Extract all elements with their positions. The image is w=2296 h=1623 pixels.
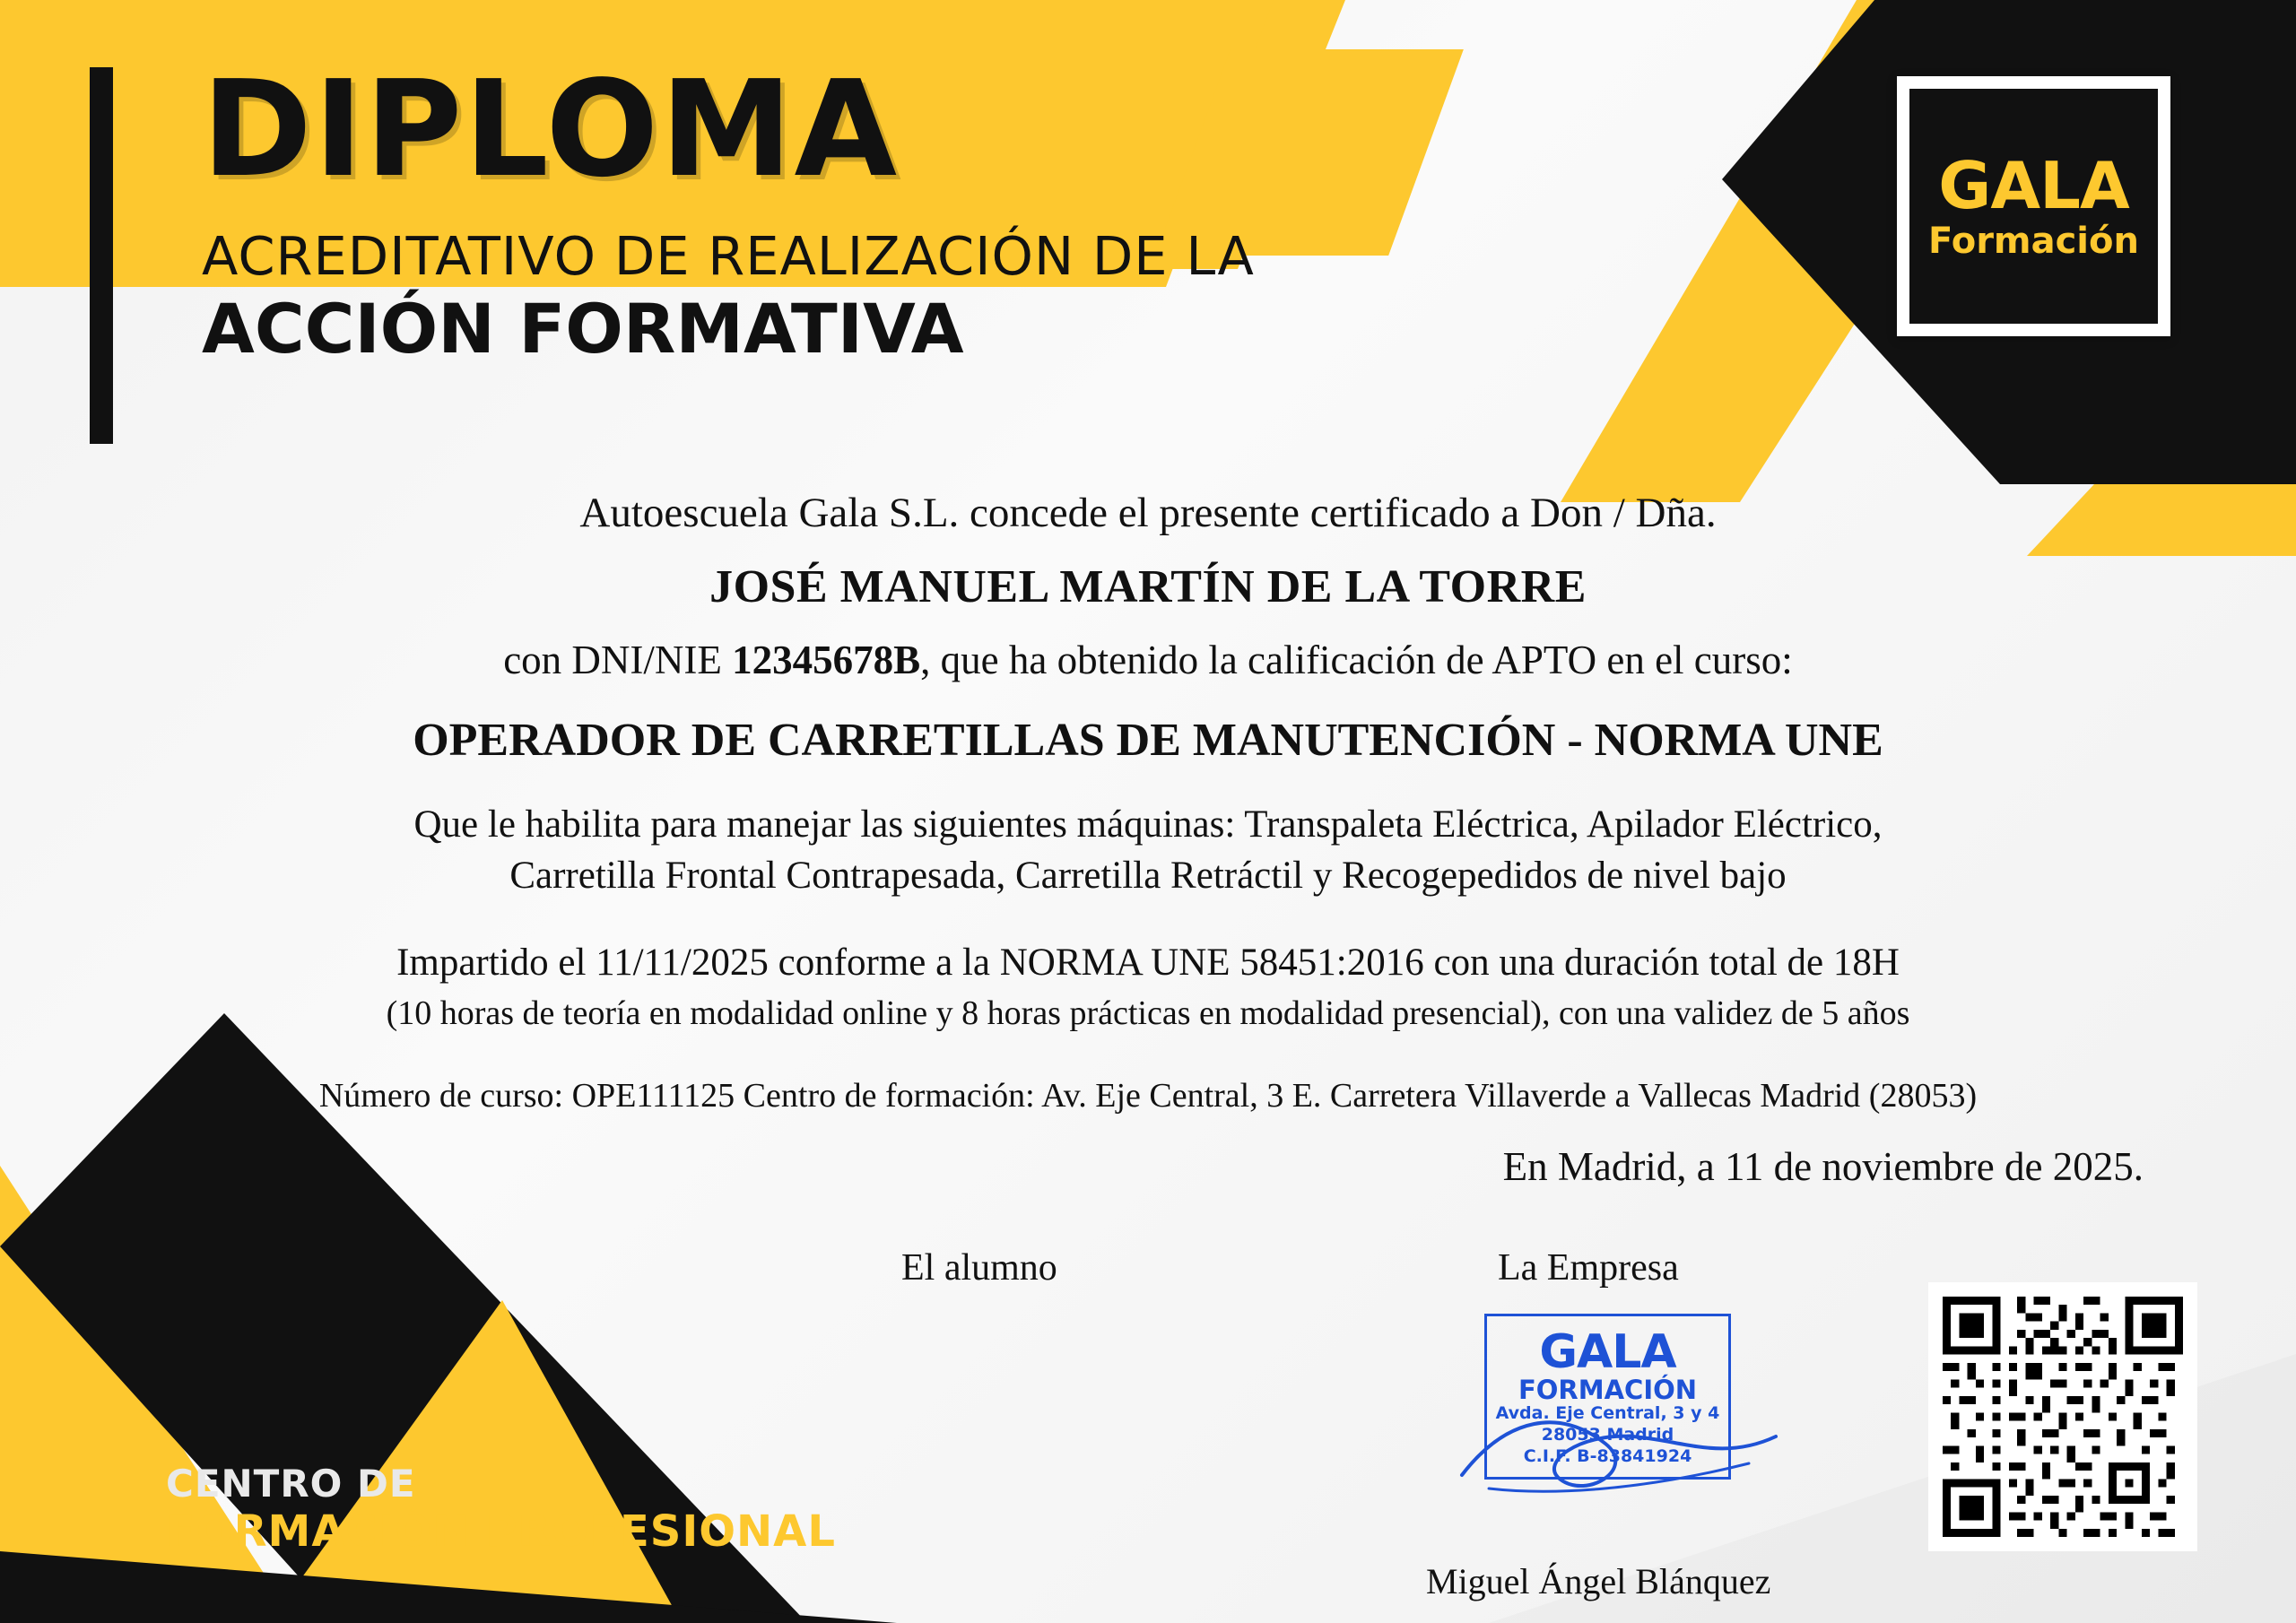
- subtitle-line-2: ACCIÓN FORMATIVA: [202, 289, 964, 369]
- dni-value: 12345678B: [732, 638, 921, 682]
- issued-line: Impartido el 11/11/2025 conforme a la NORMA UNE 58451:2016 con una duración total de 18H: [396, 942, 1900, 984]
- machines-line-2: Carretilla Frontal Contrapesada, Carretilla Retráctil y Recogepedidos de nivel bajo: [509, 855, 1787, 897]
- intro-text: Autoescuela Gala S.L. concede el presente certificado a Don / Dña.: [579, 490, 1717, 536]
- stamp-cif: C.I.F. B-83841924: [1523, 1445, 1692, 1466]
- stamp-brand: GALA: [1539, 1325, 1676, 1379]
- dni-line: [0, 637, 2296, 683]
- student-name: JOSÉ MANUEL MARTÍN DE LA TORRE: [709, 561, 1587, 612]
- gala-logo-inner: [1909, 89, 2158, 324]
- page-title: DIPLOMA: [202, 52, 900, 206]
- stamp-address: Avda. Eje Central, 3 y 4: [1495, 1403, 1720, 1423]
- dni-prefix: con DNI/NIE: [503, 638, 722, 682]
- footer-line-2: FORMACIÓN PROFESIONAL: [166, 1506, 836, 1557]
- subtitle-line-1: ACREDITATIVO DE REALIZACIÓN DE LA: [202, 225, 1255, 287]
- course-number-line: Número de curso: OPE111125 Centro de formación: Av. Eje Central, 3 E. Carretera Villaverde a Vallecas Madrid (28053): [318, 1077, 1978, 1115]
- signature-label-student: El alumno: [901, 1247, 1057, 1289]
- decor-left-black-bar: [90, 67, 113, 444]
- gala-logo-sub: Formación: [1928, 221, 2139, 262]
- dni-suffix: , que ha obtenido la calificación de APTO en el curso:: [920, 638, 1793, 682]
- qr-code[interactable]: [1928, 1282, 2197, 1551]
- stamp-brand-sub: FORMACIÓN: [1518, 1375, 1698, 1405]
- certificate-body: [0, 489, 2296, 1115]
- place-and-date: En Madrid, a 11 de noviembre de 2025.: [1502, 1144, 2144, 1189]
- course-title: OPERADOR DE CARRETILLAS DE MANUTENCIÓN - NORMA UNE: [413, 715, 1883, 766]
- qr-code-image: [1943, 1297, 2183, 1537]
- machines-line-1: Que le habilita para manejar las siguientes máquinas: Transpaleta Eléctrica, Apilador Eléctrico,: [413, 803, 1883, 846]
- modality-line: (10 horas de teoría en modalidad online y 8 horas prácticas en modalidad presencial), con una validez de 5 años: [386, 994, 1910, 1032]
- stamp-city: 28053 Madrid: [1541, 1424, 1674, 1445]
- signature-label-company: La Empresa: [1498, 1247, 1679, 1289]
- document-header: [202, 52, 1368, 369]
- gala-logo-brand: GALA: [1938, 148, 2129, 223]
- footer-line-1: CENTRO DE: [166, 1462, 416, 1506]
- gala-logo: [1897, 76, 2170, 336]
- company-stamp: [1484, 1314, 1731, 1480]
- footer: [166, 1462, 836, 1557]
- signer-name: Miguel Ángel Blánquez: [1426, 1561, 1771, 1601]
